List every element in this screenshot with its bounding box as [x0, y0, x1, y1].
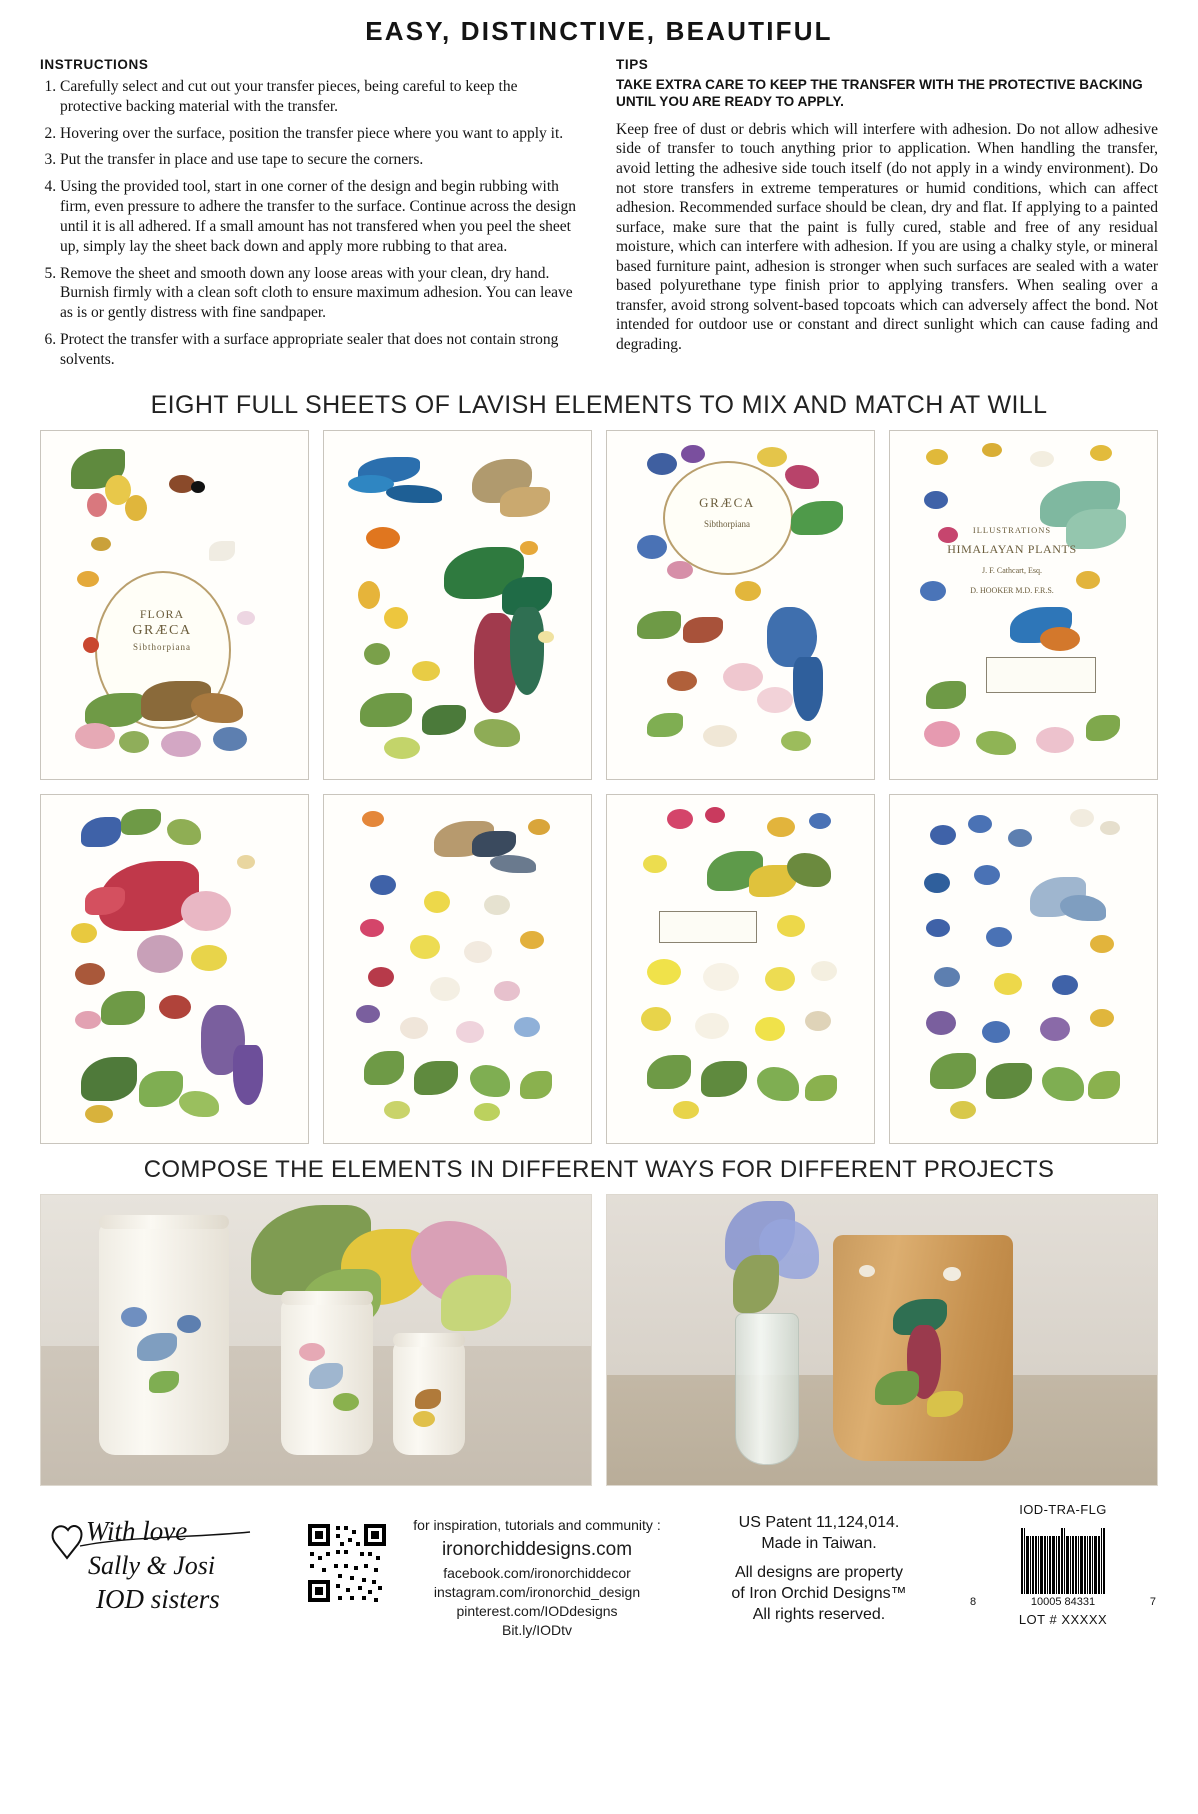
sheet-3 [606, 430, 875, 780]
sheet-4 [889, 430, 1158, 780]
instruction-step: 1. Carefully select and cut out your transfer pieces, being careful to keep the protective backing material with the transfer. [60, 77, 582, 117]
instruction-step: 2. Hovering over the surface, position the transfer piece where you want to apply it. [60, 124, 582, 144]
sheet-3-title-line: Sibthorpiana [704, 518, 750, 529]
project-photos [40, 1194, 1158, 1486]
tips-warning: TAKE EXTRA CARE TO KEEP THE TRANSFER WITH THE PROTECTIVE BACKING UNTIL YOU ARE READY TO APPLY. [616, 77, 1143, 109]
community-intro: for inspiration, tutorials and community : [413, 1516, 661, 1533]
instructions-list [40, 77, 582, 370]
sheet-4-title-line: J. F. Cathcart, Esq. [981, 565, 1043, 575]
product-packaging-back [0, 16, 1198, 1814]
barcode-digit-mid: 10005 84331 [1030, 1595, 1096, 1608]
sheet-6-artwork [324, 795, 591, 1143]
tips-column [616, 57, 1158, 354]
rights-line-2: of Iron Orchid Designs™ [731, 1585, 907, 1603]
barcode-digits [968, 1596, 1158, 1608]
signature-artwork [40, 1502, 290, 1622]
instruction-step: 6. Protect the transfer with a surface appropriate sealer that does not contain strong solvents. [60, 330, 582, 370]
sheet-4-title-line: ILLUSTRATIONS [972, 524, 1052, 535]
sheet-5 [40, 794, 309, 1144]
photo-board [606, 1194, 1158, 1486]
barcode-icon [968, 1520, 1158, 1594]
sheet-2-artwork [324, 431, 591, 779]
patent-number: US Patent 11,124,014. [738, 1513, 900, 1531]
photo-vases [40, 1194, 592, 1486]
sheet-6 [323, 794, 592, 1144]
svg-text:IOD sisters: IOD sisters [96, 1583, 220, 1614]
footer [40, 1502, 1158, 1640]
svg-text:Sally & Josi: Sally & Josi [88, 1550, 216, 1580]
svg-text:With love: With love [86, 1515, 188, 1546]
sheet-grid-row-2 [40, 794, 1158, 1144]
sheets-banner: EIGHT FULL SHEETS OF LAVISH ELEMENTS TO MIX AND MATCH AT WILL [150, 390, 1048, 419]
barcode-block [968, 1502, 1158, 1627]
community-links [404, 1516, 670, 1640]
sheet-3-title-line: GRÆCA [699, 494, 755, 510]
sheet-4-title-line: D. HOOKER M.D. F.R.S. [970, 585, 1054, 595]
sku-code: IOD-TRA-FLG [1019, 1501, 1107, 1517]
rights-line-1: All designs are property [734, 1563, 904, 1581]
barcode-digit-left: 8 [970, 1595, 977, 1608]
qr-code-icon[interactable] [304, 1520, 390, 1606]
instructions-column [40, 57, 582, 377]
compose-banner: COMPOSE THE ELEMENTS IN DIFFERENT WAYS FOR DIFFERENT PROJECTS [143, 1155, 1055, 1183]
sheet-8-artwork [890, 795, 1157, 1143]
sheet-7-artwork [607, 795, 874, 1143]
tips-body: Keep free of dust or debris which will interfere with adhesion. Do not allow adhesive side of transfer to touch anything prior to application. When handling the transfer, avoid letting the adhesive side touch itself (do not apply in a windy environment). Do not store transfers in extreme temperatures or humid conditions, which can affect adhesion. Recommended surface should be clean, dry and flat. If applying to a painted surface, make sure that the paint is fully cured, stable and free of any residual moisture, which can interfere with adhesion. If you are using a chalky style, or mineral based furniture paint, adhesion is stronger when such surfaces are sealed with a water based polyurethane type finish prior to applying transfers. When sealing over a transfer, avoid strong solvent-based topcoats which can adversely affect the bond. Not intended for outdoor use or constant and direct sunlight which can cause fading and degrading. [616, 120, 1158, 353]
instruction-step: 4. Using the provided tool, start in one corner of the design and begin rubbing with firm, even pressure to adhere the transfer to the surface. Continue across the design until it is all adhered. If a small amount has not transfered when you peel the sheet up, simply lay the sheet back down and apply more rubbing to that area. [60, 177, 582, 256]
sheet-1-title-line: GRÆCA [132, 622, 192, 638]
facebook-link[interactable]: facebook.com/ironorchiddecor [443, 1565, 631, 1582]
instructions-title: INSTRUCTIONS [40, 57, 149, 72]
instructions-tips-columns [40, 57, 1158, 377]
sheet-7 [606, 794, 875, 1144]
glass-bottle [735, 1313, 799, 1465]
website-link[interactable]: ironorchiddesigns.com [441, 1538, 633, 1560]
instruction-step: 5. Remove the sheet and smooth down any loose areas with your clean, dry hand. Burnish firmly with a clean soft cloth to ensure maximum adhesion. You can leave as is or gently distress with fine sandpaper. [60, 264, 582, 323]
sheet-1-title-line: Sibthorpiana [133, 642, 191, 653]
sheet-1-title-line: FLORA [139, 606, 185, 621]
rights-line-3: All rights reserved. [752, 1606, 886, 1624]
sheet-3-artwork [607, 431, 874, 779]
video-link[interactable]: Bit.ly/IODtv [501, 1621, 572, 1638]
sheet-2 [323, 430, 592, 780]
instagram-link[interactable]: instagram.com/ironorchid_design [433, 1584, 641, 1601]
sheet-5-artwork [41, 795, 308, 1143]
instruction-step: 3. Put the transfer in place and use tape to secure the corners. [60, 150, 582, 170]
sheet-4-artwork [890, 431, 1157, 779]
patent-block [684, 1512, 954, 1626]
sheet-4-title-line: HIMALAYAN PLANTS [947, 541, 1077, 556]
sheet-grid-row-1 [40, 430, 1158, 780]
page-headline: EASY, DISTINCTIVE, BEAUTIFUL [365, 16, 833, 46]
barcode-digit-right: 7 [1149, 1595, 1156, 1608]
tips-title: TIPS [616, 57, 649, 72]
sheet-1 [40, 430, 309, 780]
made-in: Made in Taiwan. [761, 1534, 877, 1552]
pinterest-link[interactable]: pinterest.com/IODdesigns [456, 1603, 618, 1620]
lot-number: LOT # XXXXX [1018, 1611, 1108, 1627]
sheet-1-artwork [41, 431, 308, 779]
sheet-8 [889, 794, 1158, 1144]
signature-block [40, 1502, 290, 1622]
